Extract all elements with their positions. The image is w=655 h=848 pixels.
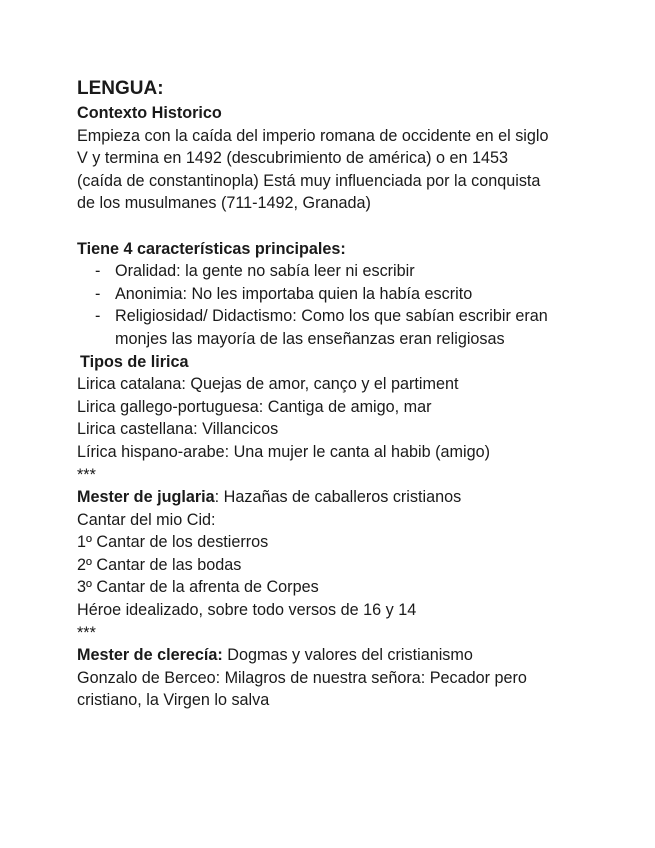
features-list [77, 260, 597, 350]
feature-text: Religiosidad/ Didactismo: Como los que sabían escribir eran monjes las mayoría de las enseñanzas eran religiosas [115, 307, 548, 348]
clerecia-label: Mester de clerecía: [77, 646, 223, 665]
list-item [77, 305, 597, 350]
separator: *** [77, 623, 96, 642]
lirica-heading: Tipos de lirica [80, 352, 189, 371]
list-item [77, 283, 597, 306]
context-heading: Contexto Historico [77, 104, 222, 122]
lirica-line: Lirica catalana: Quejas de amor, canço y el partiment [77, 375, 459, 394]
document-page [77, 77, 597, 712]
clerecia-detail: cristiano, la Virgen lo salva [77, 691, 270, 710]
features-heading: Tiene 4 características principales: [77, 239, 346, 258]
blank-line [77, 215, 597, 238]
juglaria-text: : Hazañas de caballeros cristianos [214, 488, 462, 507]
context-line: V y termina en 1492 (descubrimiento de américa) o en 1453 [77, 149, 509, 168]
context-line: (caída de constantinopla) Está muy influenciada por la conquista [77, 171, 541, 190]
juglaria-detail: 3º Cantar de la afrenta de Corpes [77, 578, 319, 597]
juglaria-label: Mester de juglaria [77, 488, 215, 507]
clerecia-detail: Gonzalo de Berceo: Milagros de nuestra señora: Pecador pero [77, 668, 527, 687]
lirica-line: Lirica gallego-portuguesa: Cantiga de amigo, mar [77, 397, 432, 416]
separator: *** [77, 465, 96, 484]
context-line: de los musulmanes (711-1492, Granada) [77, 194, 371, 213]
list-item [77, 260, 597, 283]
dash-bullet: - [95, 284, 101, 303]
juglaria-detail: Cantar del mio Cid: [77, 510, 216, 529]
dash-bullet: - [95, 307, 101, 326]
juglaria-detail: Héroe idealizado, sobre todo versos de 16 y 14 [77, 601, 417, 620]
document-title: LENGUA: [77, 78, 164, 99]
clerecia-line [77, 644, 597, 667]
dash-bullet: - [95, 262, 101, 281]
feature-text: Oralidad: la gente no sabía leer ni escribir [115, 262, 415, 281]
lirica-line: Lírica hispano-arabe: Una mujer le canta al habib (amigo) [77, 442, 491, 461]
juglaria-detail: 1º Cantar de los destierros [77, 533, 269, 552]
context-line: Empieza con la caída del imperio romana de occidente en el siglo [77, 126, 549, 145]
lirica-line: Lirica castellana: Villancicos [77, 420, 279, 439]
clerecia-text: Dogmas y valores del cristianismo [222, 646, 473, 665]
feature-text: Anonimia: No les importaba quien la había escrito [115, 284, 473, 303]
juglaria-line [77, 486, 597, 509]
juglaria-detail: 2º Cantar de las bodas [77, 555, 242, 574]
